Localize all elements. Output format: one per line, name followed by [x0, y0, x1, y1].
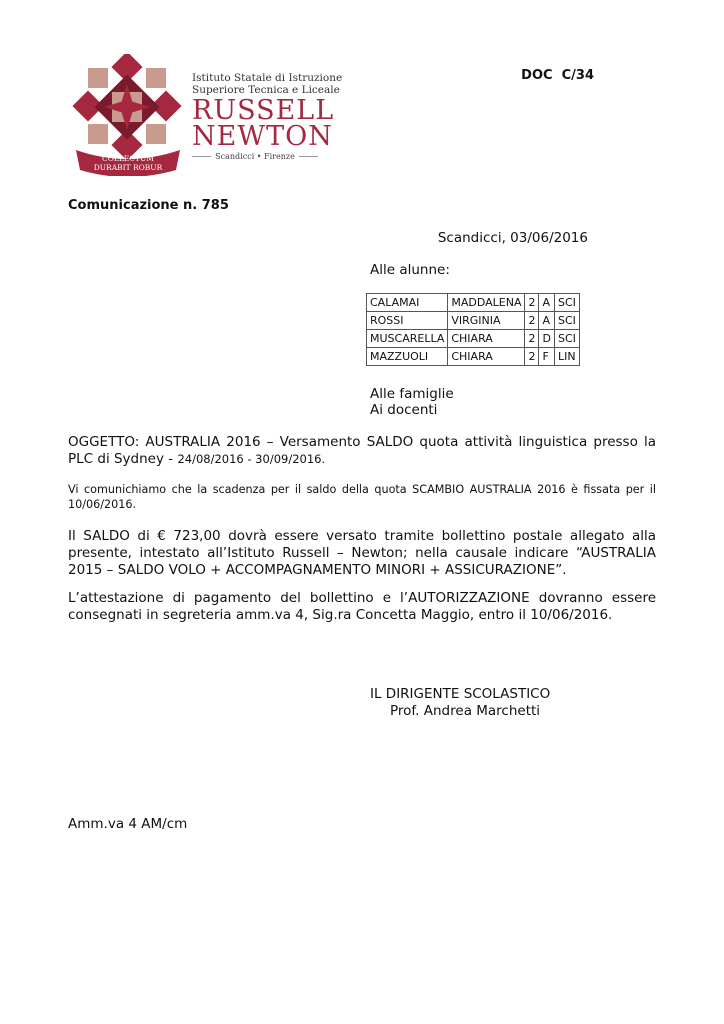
student-course: SCI: [554, 330, 579, 348]
location-rule-right: [299, 156, 318, 157]
student-course: SCI: [554, 294, 579, 312]
school-logo-emblem: [72, 54, 184, 176]
institute-line-2: Superiore Tecnica e Liceale: [192, 84, 340, 96]
table-row: [367, 330, 580, 348]
student-section: D: [539, 330, 554, 348]
school-crest-icon: [72, 54, 184, 176]
document-reference: DOC C/34: [521, 68, 594, 83]
motto-line-1: COLLECTUM: [101, 154, 155, 163]
student-surname: CALAMAI: [367, 294, 448, 312]
date-line: Scandicci, 03/06/2016: [437, 230, 588, 246]
signature-name: Prof. Andrea Marchetti: [390, 703, 541, 719]
footer-reference: Amm.va 4 AM/cm: [68, 816, 188, 832]
table-row: [367, 348, 580, 366]
payment-paragraph: Il SALDO di € 723,00 dovrà essere versato tramite bollettino postale allegato alla presente, intestato all’Istituto Russell – Newton; nella causale indicare “AUSTRALIA 2015 – SALDO VOLO + ACCOMPAGNAMENTO MINORI + ASSICURAZIONE”.: [68, 528, 656, 578]
signature-title: IL DIRIGENTE SCOLASTICO: [370, 686, 551, 702]
location-rule-left: [192, 156, 211, 157]
student-year: 2: [525, 312, 539, 330]
delivery-paragraph: L’attestazione di pagamento del bollettino e l’AUTORIZZAZIONE dovranno essere consegnati in segreteria amm.va 4, Sig.ra Concetta Maggio, entro il 10/06/2016.: [68, 590, 656, 623]
student-surname: ROSSI: [367, 312, 448, 330]
subject-line: [68, 434, 656, 468]
table-row: [367, 312, 580, 330]
brand-newton: NEWTON: [192, 121, 333, 152]
location-text: Scandicci • Firenze: [215, 152, 295, 161]
student-surname: MUSCARELLA: [367, 330, 448, 348]
motto-line-2: DURABIT ROBUR: [93, 163, 163, 172]
student-name: CHIARA: [448, 348, 525, 366]
location-line: [192, 152, 318, 161]
student-name: CHIARA: [448, 330, 525, 348]
signature-block: [370, 686, 550, 720]
student-year: 2: [525, 330, 539, 348]
brand-russell: RUSSELL: [192, 95, 335, 126]
recipients-block: [370, 386, 454, 418]
subject-text: OGGETTO: AUSTRALIA 2016 – Versamento SALDO quota attività linguistica presso la PLC di Sydney -: [68, 434, 656, 467]
student-section: A: [539, 294, 554, 312]
student-surname: MAZZUOLI: [367, 348, 448, 366]
recipient-families: Alle famiglie: [370, 386, 454, 402]
communication-number: Comunicazione n. 785: [68, 198, 229, 213]
student-section: F: [539, 348, 554, 366]
deadline-paragraph: Vi comunichiamo che la scadenza per il saldo della quota SCAMBIO AUSTRALIA 2016 è fissata per il 10/06/2016.: [68, 483, 656, 511]
student-name: MADDALENA: [448, 294, 525, 312]
institute-line-1: Istituto Statale di Istruzione: [192, 72, 343, 84]
to-students-heading: Alle alunne:: [370, 262, 450, 278]
recipient-teachers: Ai docenti: [370, 402, 438, 418]
table-row: [367, 294, 580, 312]
student-course: SCI: [554, 312, 579, 330]
student-name: VIRGINIA: [448, 312, 525, 330]
student-course: LIN: [554, 348, 579, 366]
student-year: 2: [525, 348, 539, 366]
subject-dates: 24/08/2016 - 30/09/2016.: [177, 452, 326, 466]
student-section: A: [539, 312, 554, 330]
students-table: [366, 293, 580, 366]
student-year: 2: [525, 294, 539, 312]
